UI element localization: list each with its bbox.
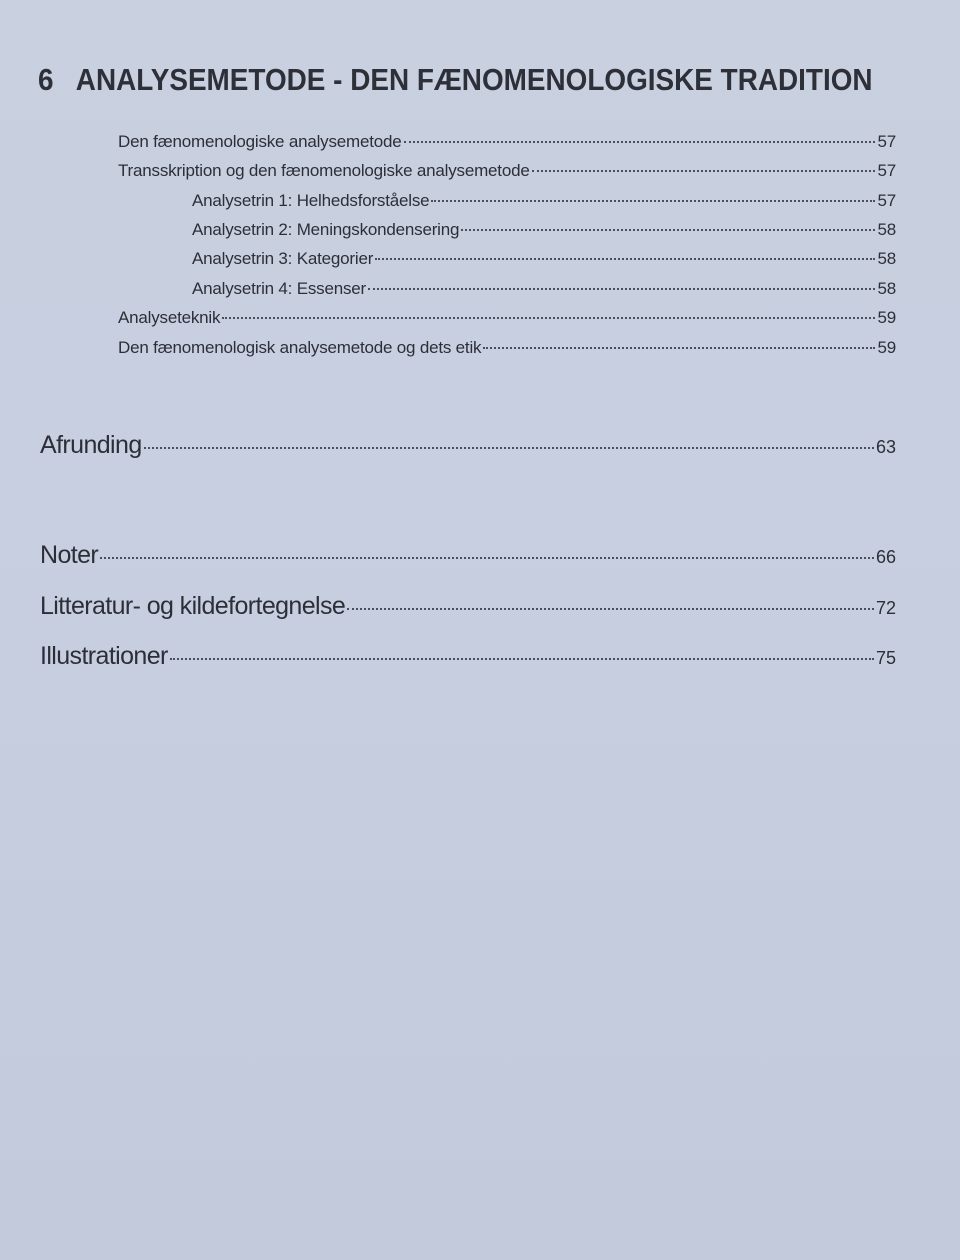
dot-leader (483, 347, 875, 349)
dot-leader (404, 141, 876, 143)
toc-entry-page: 57 (877, 161, 896, 180)
toc-main-entry-label: Litteratur- og kildefortegnelse (40, 592, 346, 620)
toc-main-entry[interactable] (40, 535, 896, 575)
chapter-heading (38, 60, 873, 100)
dot-leader (100, 557, 874, 559)
toc-entry-label: Analysetrin 2: Meningskondensering (192, 220, 460, 239)
toc-entry-page: 58 (877, 279, 896, 298)
toc-entry-page: 57 (877, 191, 896, 210)
toc-entry[interactable] (118, 127, 896, 157)
toc-entry-page: 59 (877, 308, 896, 327)
toc-entry-page: 57 (877, 132, 896, 151)
chapter-number: 6 (38, 62, 54, 97)
toc-entry[interactable] (192, 186, 896, 216)
toc-entry[interactable] (118, 303, 896, 333)
toc-main-entry[interactable] (40, 425, 896, 465)
toc-main-entry[interactable] (40, 636, 896, 676)
chapter-title: ANALYSEMETODE - DEN FÆNOMENOLOGISKE TRADITION (75, 62, 873, 97)
dot-leader (222, 317, 875, 319)
dot-leader (144, 447, 874, 449)
toc-main-entry-page: 66 (875, 547, 896, 567)
toc-entry-page: 58 (877, 249, 896, 268)
toc-entry-page: 59 (877, 338, 896, 357)
dot-leader (461, 229, 875, 231)
toc-entry[interactable] (118, 156, 896, 186)
toc-entry[interactable] (118, 333, 896, 363)
toc-entry-label: Analysetrin 1: Helhedsforståelse (192, 191, 430, 210)
toc-main-entry-page: 63 (875, 437, 896, 457)
toc-entry-label: Transskription og den fænomenologiske analysemetode (118, 161, 530, 180)
toc-entry-label: Analyseteknik (118, 308, 221, 327)
toc-main-entry[interactable] (40, 586, 896, 626)
dot-leader (347, 608, 874, 610)
toc-main-entry-label: Illustrationer (40, 642, 168, 670)
toc-main-entry-page: 72 (875, 598, 896, 618)
dot-leader (170, 658, 874, 660)
dot-leader (532, 170, 876, 172)
toc-entry-label: Den fænomenologisk analysemetode og dets etik (118, 338, 482, 357)
toc-entry-label: Analysetrin 4: Essenser (192, 279, 366, 298)
toc-entry[interactable] (192, 274, 896, 304)
toc-main-entry-page: 75 (875, 648, 896, 668)
toc-entry-label: Den fænomenologiske analysemetode (118, 132, 402, 151)
toc-entry[interactable] (192, 215, 896, 245)
toc-entry-label: Analysetrin 3: Kategorier (192, 249, 374, 268)
dot-leader (431, 200, 875, 202)
dot-leader (368, 288, 876, 290)
toc-entry[interactable] (192, 244, 896, 274)
toc-main-entry-label: Afrunding (40, 431, 142, 459)
toc-entry-page: 58 (877, 220, 896, 239)
toc-main-entry-label: Noter (40, 541, 99, 569)
dot-leader (375, 258, 875, 260)
